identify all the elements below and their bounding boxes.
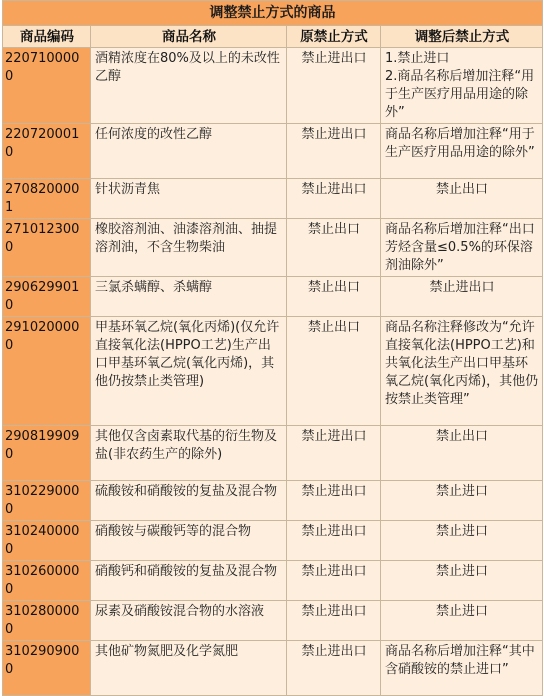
adjusted-ban (381, 481, 543, 521)
table-row (3, 426, 543, 481)
original-ban: 禁止进出口 (287, 641, 381, 696)
adjusted-ban-line: 1.禁止进口 (385, 51, 450, 66)
original-ban: 禁止出口 (287, 277, 381, 317)
goods-name: 硝酸铵与碳酸钙等的混合物 (91, 521, 287, 561)
goods-code: 2710123000 (3, 219, 91, 277)
goods-name: 三氯杀螨醇、杀螨醇 (91, 277, 287, 317)
adjusted-ban-line: 禁止进出口 (429, 280, 495, 295)
goods-code: 2906299010 (3, 277, 91, 317)
original-ban: 禁止进出口 (287, 426, 381, 481)
goods-code: 2910200000 (3, 317, 91, 426)
adjusted-ban (381, 601, 543, 641)
goods-code: 2207100000 (3, 48, 91, 124)
goods-name: 硝酸钙和硝酸铵的复盐及混合物 (91, 561, 287, 601)
table-body (3, 48, 543, 696)
table-row (3, 277, 543, 317)
table-row (3, 561, 543, 601)
goods-code: 3102909000 (3, 641, 91, 696)
table-row (3, 641, 543, 696)
adjusted-ban (381, 48, 543, 124)
adjusted-ban-line: 2.商品名称后增加注释“用于生产医疗用品用途的除外” (385, 69, 535, 120)
table-title: 调整禁止方式的商品 (3, 1, 543, 26)
goods-code: 3102600000 (3, 561, 91, 601)
adjusted-ban-line: 商品名称注释修改为“允许直接氧化法(HPPO工艺)和共氧化法生产出口甲基环氧乙烷(氧化丙烯)，其他仍按禁止类管理” (385, 320, 539, 407)
goods-code: 3102400000 (3, 521, 91, 561)
adjusted-ban (381, 426, 543, 481)
original-ban: 禁止进出口 (287, 601, 381, 641)
goods-name: 甲基环氧乙烷(氧化丙烯)(仅允许直接氧化法(HPPO工艺)生产出口甲基环氧乙烷(氧化丙烯)，其他仍按禁止类管理) (91, 317, 287, 426)
original-ban: 禁止进出口 (287, 124, 381, 179)
header-adjusted-ban: 调整后禁止方式 (381, 26, 543, 48)
goods-name: 其他仅含卤素取代基的衍生物及盐(非农药生产的除外) (91, 426, 287, 481)
adjusted-ban-line: 禁止出口 (435, 182, 488, 197)
original-ban: 禁止进出口 (287, 561, 381, 601)
table-row (3, 521, 543, 561)
adjusted-ban-line: 商品名称后增加注释“其中含硝酸铵的禁止进口” (385, 644, 535, 677)
goods-name: 其他矿物氮肥及化学氮肥 (91, 641, 287, 696)
adjusted-ban (381, 219, 543, 277)
table-row (3, 219, 543, 277)
header-code: 商品编码 (3, 26, 91, 48)
adjusted-ban-line: 禁止进口 (435, 524, 488, 539)
adjusted-ban (381, 277, 543, 317)
original-ban: 禁止进出口 (287, 48, 381, 124)
adjusted-ban-line: 商品名称后增加注释“用于生产医疗用品用途的除外” (385, 127, 535, 160)
table-row (3, 601, 543, 641)
goods-code: 3102290000 (3, 481, 91, 521)
table-header-row (3, 26, 543, 48)
document-sheet (2, 0, 542, 677)
table-title-row (3, 1, 543, 26)
goods-code: 3102800000 (3, 601, 91, 641)
goods-name: 任何浓度的改性乙醇 (91, 124, 287, 179)
original-ban: 禁止进出口 (287, 521, 381, 561)
table-row (3, 124, 543, 179)
adjusted-ban-line: 禁止出口 (435, 429, 488, 444)
header-original-ban: 原禁止方式 (287, 26, 381, 48)
adjusted-ban-line: 商品名称后增加注释“出口芳烃含量≤0.5%的环保溶剂油除外” (385, 222, 535, 273)
goods-name: 酒精浓度在80%及以上的未改性乙醇 (91, 48, 287, 124)
original-ban: 禁止出口 (287, 317, 381, 426)
goods-code: 2207200010 (3, 124, 91, 179)
adjusted-ban-line: 禁止进口 (435, 484, 488, 499)
table-row (3, 48, 543, 124)
table-row (3, 317, 543, 426)
adjusted-ban (381, 561, 543, 601)
adjusted-ban (381, 521, 543, 561)
goods-name: 针状沥青焦 (91, 179, 287, 219)
original-ban: 禁止出口 (287, 219, 381, 277)
original-ban: 禁止进出口 (287, 179, 381, 219)
goods-code: 2708200001 (3, 179, 91, 219)
goods-table (2, 0, 543, 696)
header-name: 商品名称 (91, 26, 287, 48)
adjusted-ban (381, 317, 543, 426)
table-row (3, 481, 543, 521)
adjusted-ban (381, 179, 543, 219)
adjusted-ban-line: 禁止进口 (435, 604, 488, 619)
goods-name: 硫酸铵和硝酸铵的复盐及混合物 (91, 481, 287, 521)
adjusted-ban-line: 禁止进口 (435, 564, 488, 579)
adjusted-ban (381, 124, 543, 179)
adjusted-ban (381, 641, 543, 696)
table-row (3, 179, 543, 219)
goods-name: 橡胶溶剂油、油漆溶剂油、抽提溶剂油，不含生物柴油 (91, 219, 287, 277)
goods-name: 尿素及硝酸铵混合物的水溶液 (91, 601, 287, 641)
original-ban: 禁止进出口 (287, 481, 381, 521)
goods-code: 2908199090 (3, 426, 91, 481)
